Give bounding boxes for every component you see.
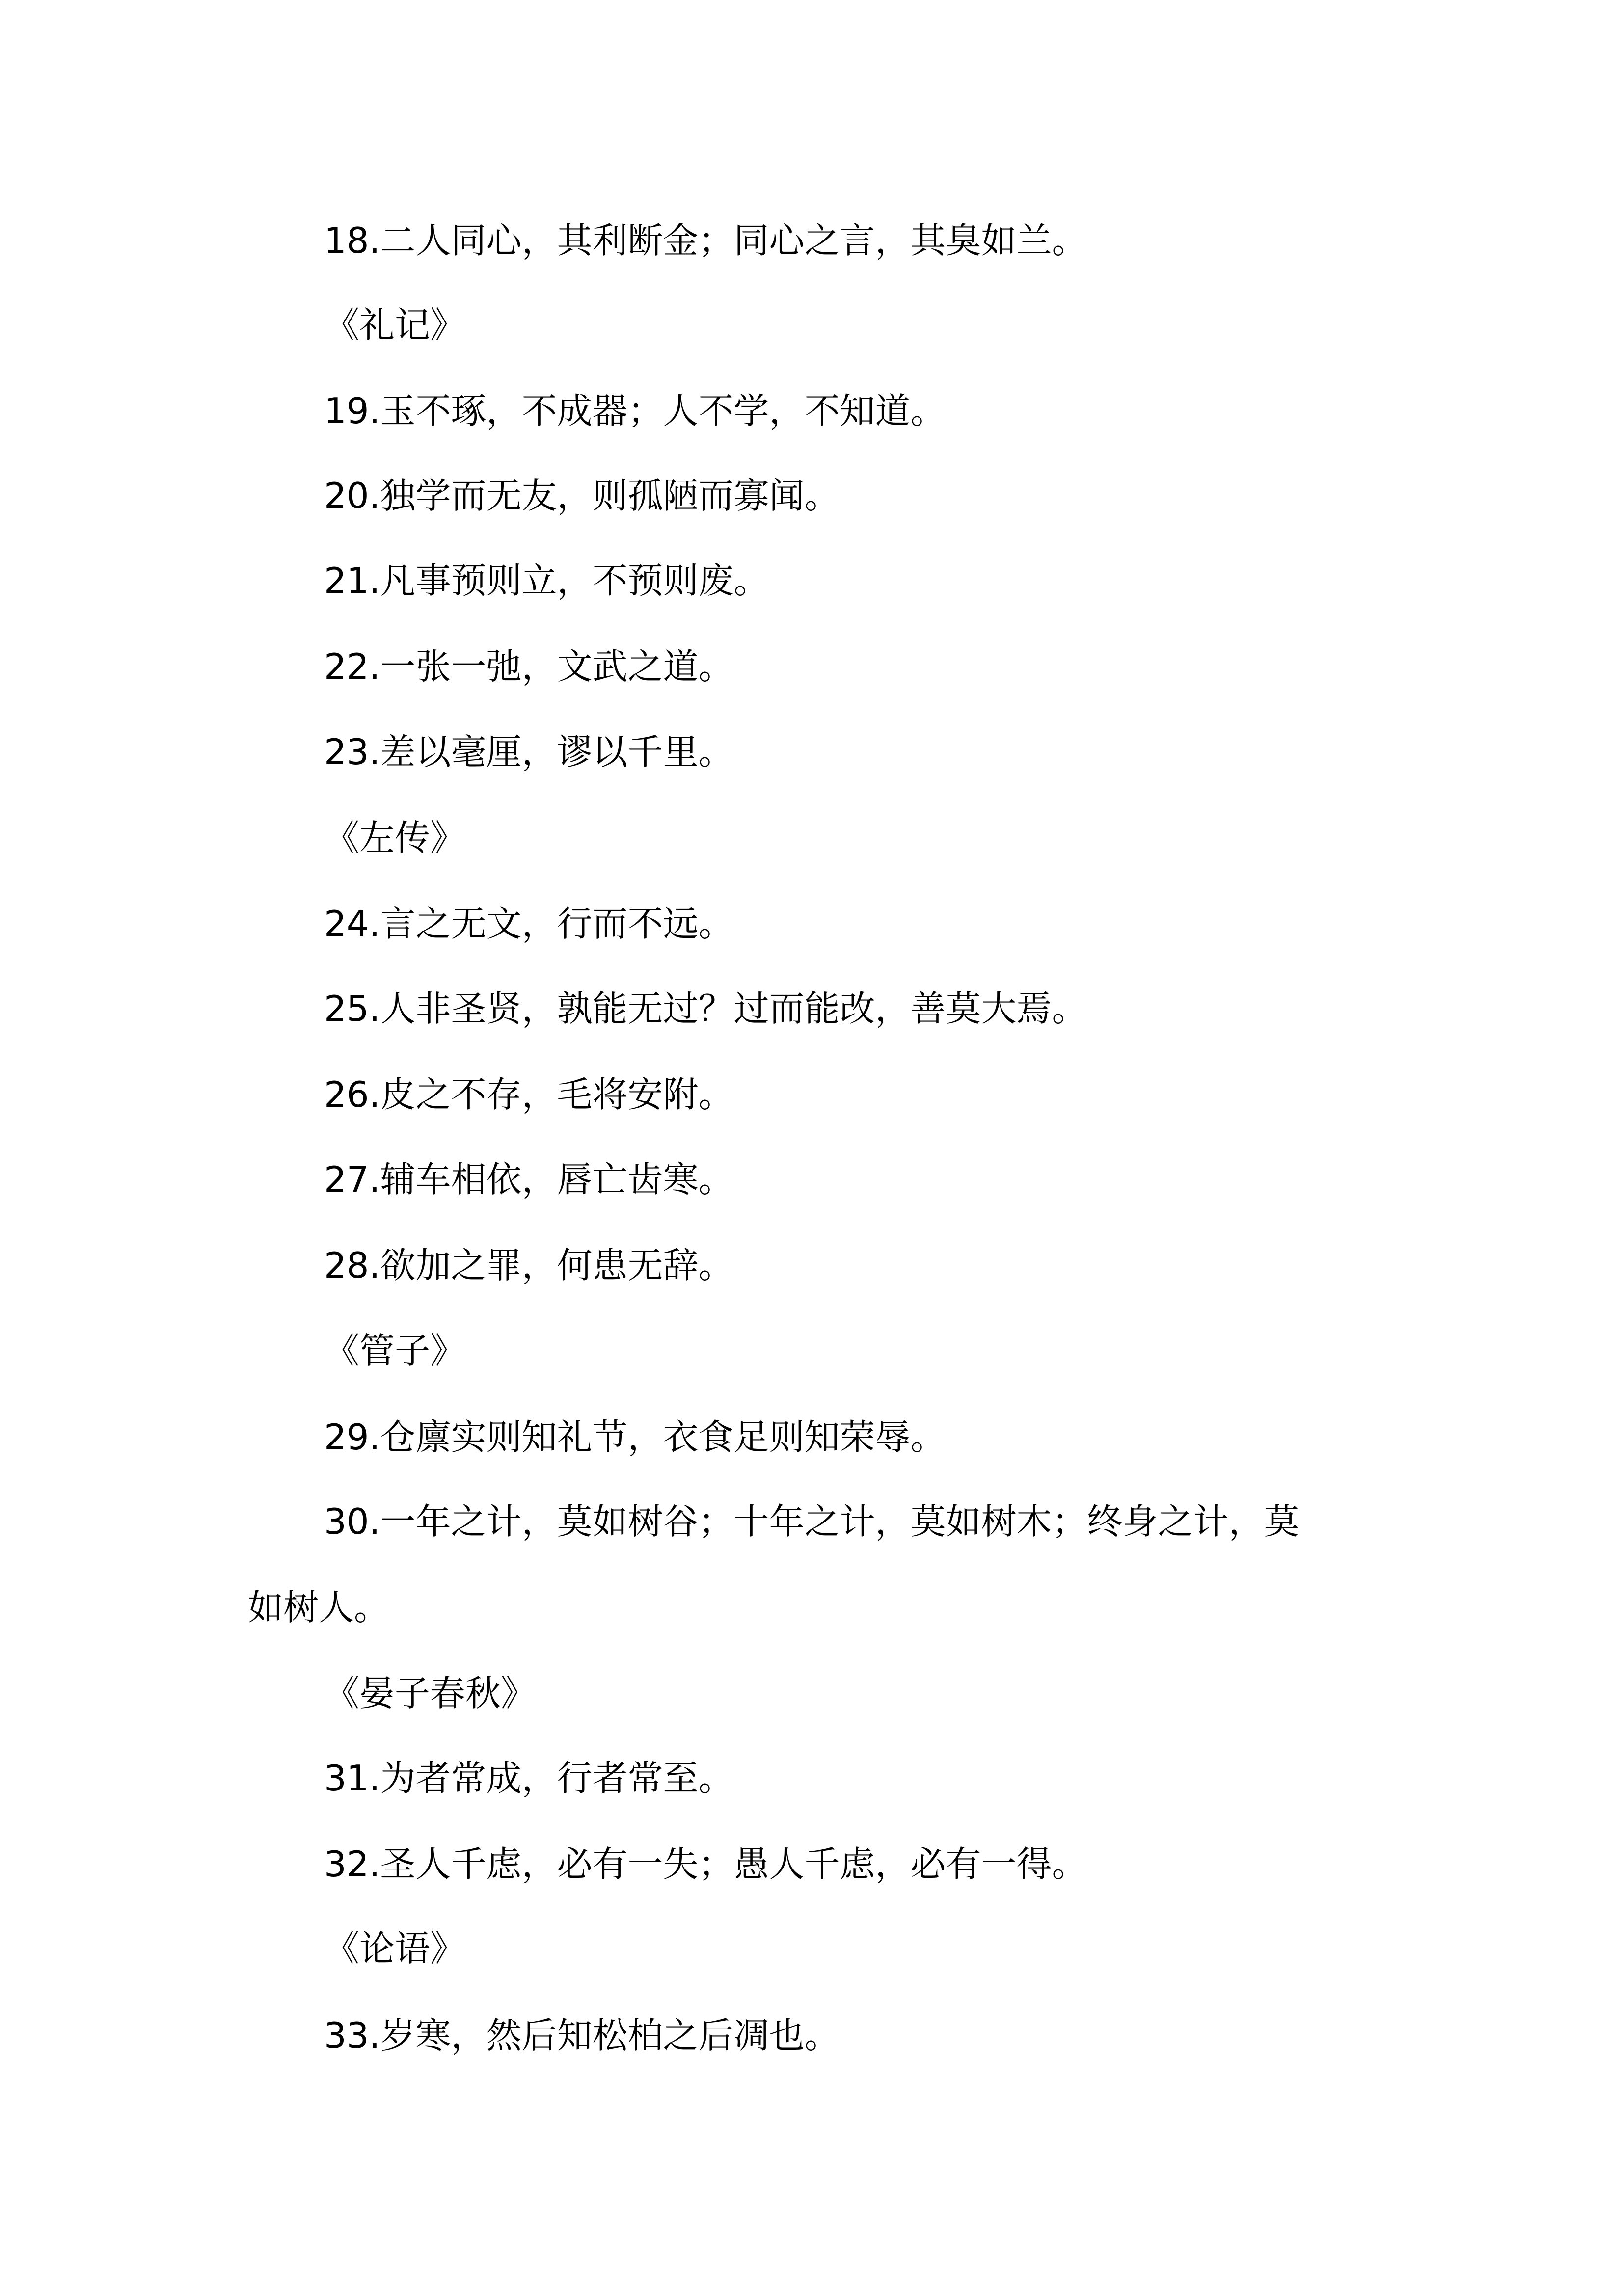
quote-27: 27.辅车相依，唇亡齿寒。	[324, 1159, 734, 1200]
quote-22: 22.一张一弛，文武之道。	[324, 646, 734, 687]
quote-31: 31.为者常成，行者常至。	[324, 1758, 734, 1799]
quote-19: 19.玉不琢，不成器；人不学，不知道。	[324, 390, 946, 431]
quote-18: 18.二人同心，其利断金；同心之言，其臭如兰。	[324, 220, 1087, 261]
quote-28: 28.欲加之罪，何患无辞。	[324, 1245, 734, 1286]
source-liji: 《礼记》	[324, 304, 466, 346]
quote-26: 26.皮之不存，毛将安附。	[324, 1074, 734, 1115]
quote-21: 21.凡事预则立，不预则废。	[324, 560, 769, 601]
source-lunyu: 《论语》	[324, 1928, 466, 1969]
quote-33: 33.岁寒，然后知松柏之后凋也。	[324, 2015, 840, 2056]
source-zuozhuan: 《左传》	[324, 817, 466, 858]
quote-30: 30.一年之计，莫如树谷；十年之计，莫如树木；终身之计，莫	[324, 1501, 1299, 1542]
quote-32: 32.圣人千虑，必有一失；愚人千虑，必有一得。	[324, 1843, 1087, 1885]
quote-25: 25.人非圣贤，孰能无过？过而能改，善莫大焉。	[324, 988, 1087, 1029]
source-guanzi: 《管子》	[324, 1330, 466, 1371]
quote-24: 24.言之无文，行而不远。	[324, 903, 734, 944]
quote-20: 20.独学而无友，则孤陋而寡闻。	[324, 475, 840, 516]
source-yanzi: 《晏子春秋》	[324, 1673, 537, 1714]
quote-30-cont: 如树人。	[248, 1587, 390, 1628]
quote-23: 23.差以毫厘，谬以千里。	[324, 731, 734, 773]
quote-29: 29.仓廪实则知礼节，衣食足则知荣辱。	[324, 1416, 946, 1458]
